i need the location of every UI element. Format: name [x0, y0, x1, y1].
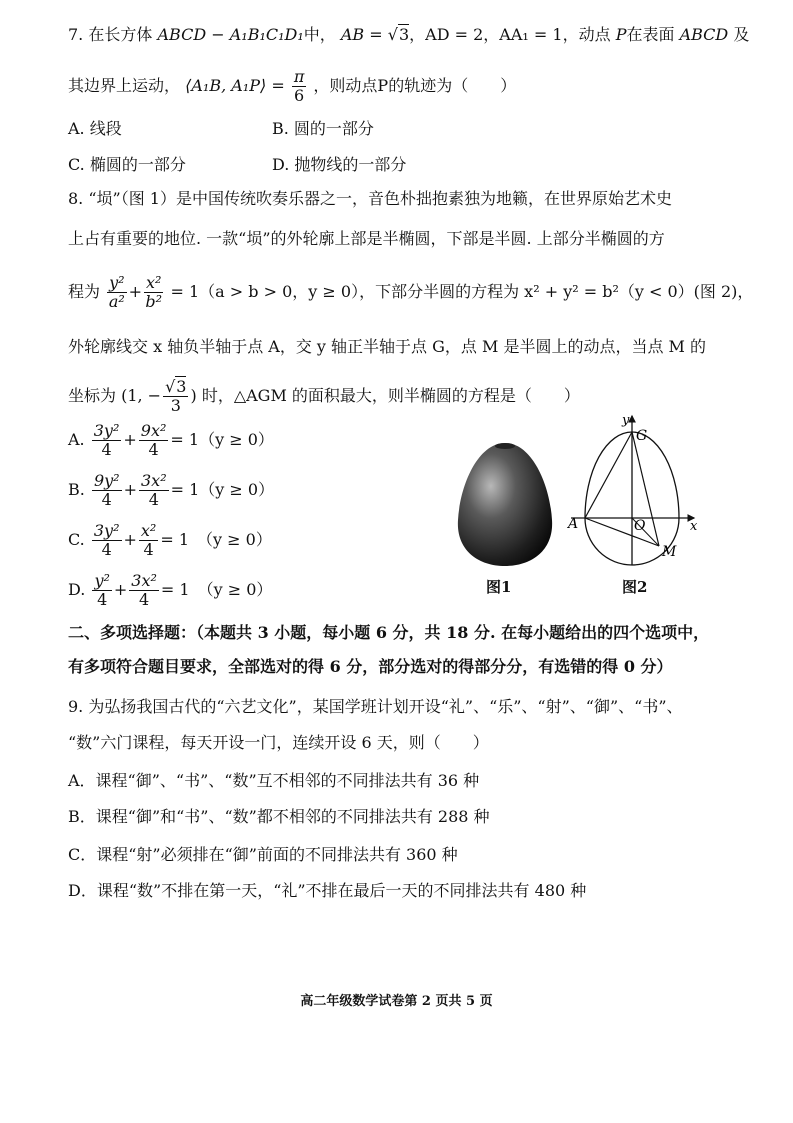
- option-label: B.: [68, 480, 85, 499]
- q7-option-c: C. 椭圆的一部分: [68, 155, 186, 174]
- label-a: A: [568, 516, 579, 532]
- option-tail: = 1（y ≥ 0）: [170, 430, 274, 449]
- q8-option-d: D. $\frac{\text{y²}}{4}$ + $\frac{\text{3x²}}{4}$ = 1 （y ≥ 0）: [68, 571, 273, 609]
- frac-num: 3y²: [93, 521, 120, 540]
- frac: [139, 522, 158, 559]
- q7-line1: 7. 在长方体 ABCD − A₁B₁C₁D₁中， AB = √3，AD = 2，AA₁ = 1，动点 P在表面 ABCD 及: [68, 25, 750, 44]
- frac-num: x²: [140, 521, 157, 540]
- frac-den: 4: [143, 540, 154, 559]
- q8-option-b: B. $\frac{\text{9y²}}{4}$ + $\frac{\text{3x²}}{4}$ = 1（y ≥ 0）: [68, 471, 275, 509]
- q8-line2: 上占有重要的地位. 一款“埙”的外轮廓上部是半椭圆，下部是半圆. 上部分半椭圆的方: [68, 229, 665, 248]
- q7-text: 在长方体: [88, 25, 153, 44]
- q9-option-b: B．课程“御”和“书”、“数”都不相邻的不同排法共有 288 种: [68, 807, 490, 826]
- frac-num: π: [293, 67, 305, 86]
- option-label: A.: [68, 430, 85, 449]
- frac-num: y²: [109, 273, 125, 292]
- frac-den: 4: [148, 440, 159, 459]
- frac: [129, 572, 159, 609]
- q8-text: 程为: [68, 282, 101, 301]
- frac-num: 9y²: [93, 471, 120, 490]
- q7-box-name: ABCD − A₁B₁C₁D₁: [157, 25, 304, 44]
- q9-option-a: A．课程“御”、“书”、“数”互不相邻的不同排法共有 36 种: [68, 771, 480, 790]
- option-tail: = 1 （y ≥ 0）: [160, 530, 272, 549]
- pi-over-6: [292, 68, 307, 105]
- q7-text: 及: [733, 25, 750, 44]
- frac-y2-a2: [107, 274, 126, 311]
- q8-text: = 1（a > b > 0，y ≥ 0），下部分半圆的方程为 x² + y² = b²（y < 0）(图 2)，: [170, 282, 754, 301]
- q7-angle: ⟨A₁B, A₁P⟩ =: [185, 76, 285, 95]
- frac-num: x²: [145, 273, 162, 292]
- q7-ad-aa1: ，AD = 2，AA₁ = 1，动点: [409, 25, 611, 44]
- label-g: G: [636, 428, 648, 444]
- frac-num: 3x²: [140, 471, 167, 490]
- q9-option-d: D．课程“数”不排在第一天，“礼”不排在最后一天的不同排法共有 480 种: [68, 881, 587, 900]
- frac-den: a²: [108, 292, 125, 311]
- frac: [92, 522, 122, 559]
- q8-text: ) 时，△AGM 的面积最大，则半椭圆的方程是（ ）: [190, 386, 580, 405]
- fig1-caption: 图1: [486, 578, 512, 596]
- frac-den: 4: [97, 590, 108, 609]
- q7-text: ，则动点P的轨迹为（ ）: [313, 76, 517, 95]
- frac-den: 4: [101, 490, 112, 509]
- frac-den: b²: [145, 292, 163, 311]
- q8-line5: [68, 378, 580, 415]
- frac-sqrt3-3: [163, 378, 188, 415]
- frac-num: y²: [94, 571, 110, 590]
- frac: [139, 422, 169, 459]
- q9-line1: 9. 为弘扬我国古代的“六艺文化”，某国学班计划开设“礼”、“乐”、“射”、“御”、“书”、: [68, 697, 683, 716]
- q7-text: 在表面: [626, 25, 675, 44]
- frac-den: 4: [148, 490, 159, 509]
- q9-option-c: C．课程“射”必须排在“御”前面的不同排法共有 360 种: [68, 845, 458, 864]
- q9-line2: “数”六门课程，每天开设一门，连续开设 6 天，则（ ）: [68, 733, 489, 752]
- q7-line2: [68, 68, 516, 105]
- frac-num: 3y²: [93, 421, 120, 440]
- frac-den: 3: [170, 396, 181, 415]
- segment-am: [585, 518, 659, 546]
- frac: [92, 422, 122, 459]
- frac-den: 4: [139, 590, 150, 609]
- xun-photo: [450, 440, 560, 570]
- frac: [139, 472, 169, 509]
- frac-den: 4: [101, 540, 112, 559]
- page-footer: 高二年级数学试卷第 2 页共 5 页: [300, 994, 493, 1009]
- option-label: C.: [68, 530, 85, 549]
- frac-num: √3: [165, 377, 187, 396]
- frac-den: 4: [101, 440, 112, 459]
- option-tail: = 1（y ≥ 0）: [170, 480, 275, 499]
- q7-option-a: A. 线段: [68, 119, 122, 138]
- section2-line2: 有多项符合题目要求，全部选对的得 6 分，部分选对的得部分分，有选错的得 0 分）: [68, 657, 673, 676]
- q7-option-d: D. 抛物线的一部分: [272, 155, 407, 174]
- frac: [92, 472, 122, 509]
- q8-line4: 外轮廓线交 x 轴负半轴于点 A，交 y 轴正半轴于点 G，点 M 是半圆上的动点，当点 M 的: [68, 337, 707, 356]
- option-tail: = 1 （y ≥ 0）: [160, 580, 273, 599]
- label-o: O: [634, 518, 646, 534]
- q7-text: 其边界上运动，: [68, 76, 181, 95]
- q8-option-a: A. $\frac{\text{3y²}}{4}$ + $\frac{\text{9x²}}{4}$ = 1（y ≥ 0）: [68, 421, 274, 459]
- option-label: D.: [68, 580, 86, 599]
- label-y: y: [622, 413, 630, 428]
- frac: [92, 572, 111, 609]
- q7-face: ABCD: [679, 25, 729, 44]
- section2-line1: 二、多项选择题：（本题共 3 小题，每小题 6 分，共 18 分. 在每小题给出的四个选项中，: [68, 623, 710, 642]
- fig2-caption: 图2: [622, 578, 648, 596]
- frac-num: 3x²: [131, 571, 157, 590]
- q7-option-b: B. 圆的一部分: [272, 119, 374, 138]
- q8-text: 坐标为 (1, −: [68, 386, 162, 405]
- q8-line1: 8. “埙”（图 1）是中国传统吹奏乐器之一，音色朴拙抱素独为地籁，在世界原始艺术史: [68, 189, 672, 208]
- q7-number: 7.: [68, 25, 84, 44]
- frac-num: 9x²: [140, 421, 167, 440]
- label-x: x: [690, 519, 698, 534]
- fig2-diagram: [566, 410, 706, 570]
- frac-den: 6: [293, 86, 305, 105]
- frac-x2-b2: [144, 274, 163, 311]
- q8-line3: 程为 $\frac{\text{y²}}{\text{a²}}$ + $\frac{\text{x²}}{\text{b²}}$ = 1（a > b > 0，y ≥ 0），下部分半圆的方程为 x² + y² = b²（y < 0）(图 2)，: [68, 273, 754, 311]
- q7-sqrt-value: 3: [398, 25, 410, 44]
- segment-ag: [585, 432, 632, 518]
- q7-text: 中，: [303, 25, 336, 44]
- q7-point-p: P: [615, 25, 627, 44]
- q7-ab: AB =: [340, 25, 383, 44]
- q8-option-c: C. $\frac{\text{3y²}}{4}$ + $\frac{\text{x²}}{4}$ = 1 （y ≥ 0）: [68, 521, 272, 559]
- label-m: M: [662, 544, 677, 560]
